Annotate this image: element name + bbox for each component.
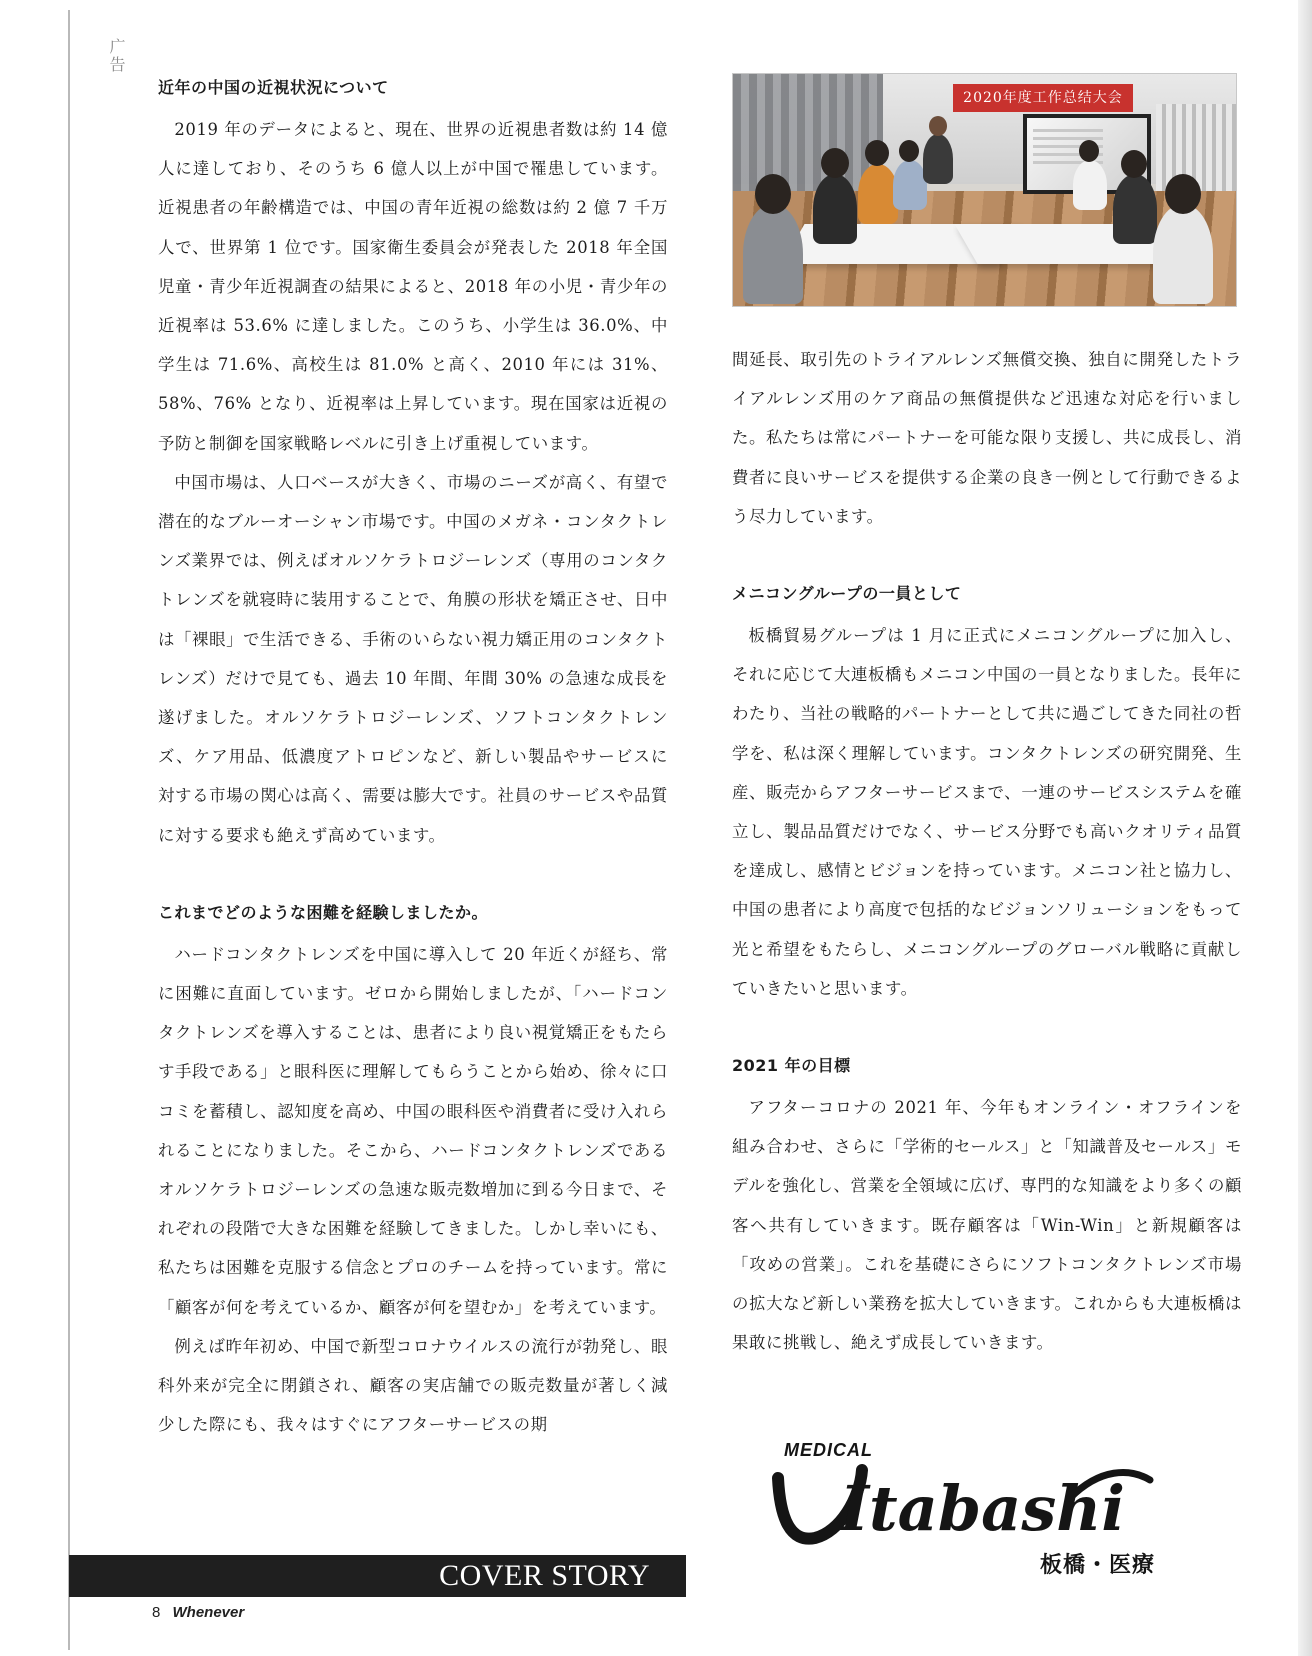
paragraph-continuation: 間延長、取引先のトライアルレンズ無償交換、独自に開発したトライアルレンズ用のケア商品の無償提供など迅速な対応を行いました。私たちは常にパートナーを可能な限り支援し、共に成長し、消費者に良いサービスを提供する企業の良き一例として行動できるよう尽力しています。 (732, 350, 1242, 526)
paragraph: 2019 年のデータによると、現在、世界の近視患者数は約 14 億人に達しており、そのうち 6 億人以上が中国で罹患しています。近視患者の年齢構造では、中国の青年近視の総数は約 2 億 7 千万人で、世界第 1 位です。国家衛生委員会が発表した 2018 年全国児童・青少年近視調査の結果によると、2018 年の小児・青少年の近視率は 53.6% に達しました。このうち、小学生は 36.0%、中学生は 71.6%、高校生は 81.0% と高く、2010 年には 31%、58%、76% となり、近視率は上昇しています。現在国家は近視の予防と制御を国家戦略レベルに引き上げ重視しています。 (158, 120, 668, 453)
paragraph: アフターコロナの 2021 年、今年もオンライン・オフラインを組み合わせ、さらに「学術的セールス」と「知識普及セールス」モデルを強化し、営業を全領域に広げ、専門的な知識をより多くの顧客へ共有していきます。既存顧客は「Win-Win」と新規顧客は「攻めの営業」。これを基礎にさらにソフトコンタクトレンズ市場の拡大など新しい業務を拡大していきます。これからも大連板橋は果敢に挑戦し、絶えず成長していきます。 (732, 1098, 1242, 1353)
paragraph: ハードコンタクトレンズを中国に導入して 20 年近くが経ち、常に困難に直面しています。ゼロから開始しましたが、「ハードコンタクトレンズを導入することは、患者により良い視覚矯正をもたらす手段である」と眼科医に理解してもらうことから始め、徐々に口コミを蓄積し、認知度を高め、中国の眼科医や消費者に受け入れられることになりました。そこから、ハードコンタクトレンズであるオルソケラトロジーレンズの急速な販売数増加に到る今日まで、それぞれの段階で大きな困難を経験してきました。しかし幸いにも、私たちは困難を克服する信念とプロのチームを持っています。常に「顧客が何を考えているか、顧客が何を望むか」を考えています。 (158, 944, 668, 1317)
page-edge-shadow (1298, 0, 1312, 1656)
section-heading-2021-goals: 2021 年の目標 (732, 1056, 851, 1076)
paragraph: 板橋貿易グループは 1 月に正式にメニコングループに加入し、それに応じて大連板橋もメニコン中国の一員となりました。長年にわたり、当社の戦略的パートナーとして共に過ごしてきた同社の哲学を、私は深く理解しています。コンタクトレンズの研究開発、生産、販売からアフターサービスまで、一連のサービスシステムを確立し、製品品質だけでなく、サービス分野でも高いクオリティ品質を達成し、感情とビジョンを持っています。メニコン社と協力し、中国の患者により高度で包括的なビジョンソリューションをもって光と希望をもたらし、メニコングループのグローバル戦略に貢献していきたいと思います。 (732, 626, 1242, 998)
meeting-photo (732, 73, 1237, 307)
section-heading-menicon: メニコングループの一員として (732, 584, 962, 604)
magazine-name: Whenever (172, 1604, 245, 1621)
right-column (732, 340, 1242, 1362)
page-footer (152, 1604, 244, 1621)
photo-banner: 2020年度工作总结大会 (953, 84, 1133, 112)
logo-script-mark (770, 1458, 1190, 1558)
paragraph: 中国市場は、人口ベースが大きく、市場のニーズが高く、有望で潜在的なブルーオーシャン市場です。中国のメガネ・コンタクトレンズ業界では、例えばオルソケラトロジーレンズ（専用のコンタクトレンズを就寝時に装用することで、角膜の形状を矯正させ、日中は「裸眼」で生活できる、手術のいらない視力矯正用のコンタクトレンズ）だけで見ても、過去 10 年間、年間 30% の急速な成長を遂げました。オルソケラトロジーレンズ、ソフトコンタクトレンズ、ケア用品、低濃度アトロピンなど、新しい製品やサービスに対する市場の関心は高く、需要は膨大です。社員のサービスや品質に対する要求も絶えず高めています。 (158, 472, 668, 845)
page-fold-line (68, 10, 70, 1650)
section-heading-difficulties: これまでどのような困難を経験しましたか。 (158, 902, 489, 922)
section-heading-myopia: 近年の中国の近視状況について (158, 78, 389, 97)
paragraph: 例えば昨年初め、中国で新型コロナウイルスの流行が勃発し、眼科外来が完全に閉鎖され、顧客の実店舗での販売数量が著しく減少した際にも、我々はすぐにアフターサービスの期 (158, 1336, 668, 1435)
cover-story-bar: COVER STORY (69, 1555, 686, 1597)
page-number: 8 (152, 1604, 161, 1621)
logo-script-text: Itabashi (840, 1472, 1125, 1545)
itabashi-medical-logo (770, 1440, 1190, 1600)
left-column (158, 70, 668, 1445)
logo-medical-text: MEDICAL (784, 1440, 873, 1460)
logo-chinese-text: 板橋・医療 (1040, 1553, 1156, 1578)
ad-label: 广告 (107, 38, 126, 74)
